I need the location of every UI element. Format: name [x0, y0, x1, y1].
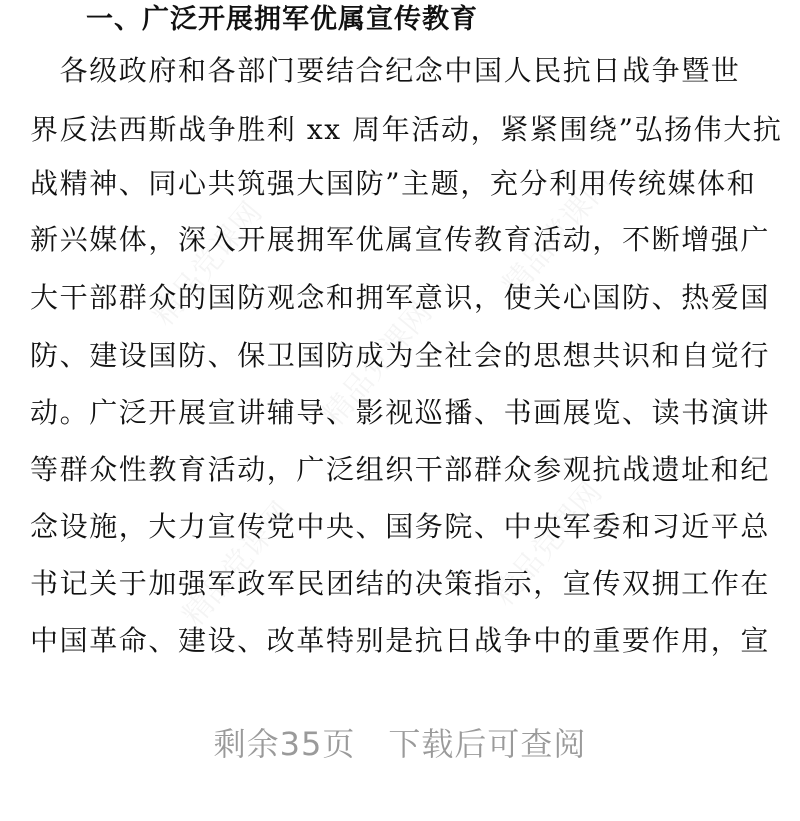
paragraph-line: 中国革命、建设、改革特别是抗日战争中的重要作用，宣	[30, 624, 771, 657]
paragraph-line: 战精神、同心共筑强大国防”主题，充分利用传统媒体和	[30, 167, 757, 200]
paragraph-line: 新兴媒体，深入开展拥军优属宣传教育活动，不断增强广	[30, 223, 771, 256]
paragraph-line: 大干部群众的国防观念和拥军意识，使关心国防、热爱国	[30, 281, 771, 314]
section-heading: 一、广泛开展拥军优属宣传教育	[86, 4, 478, 35]
paragraph-line: 等群众性教育活动，广泛组织干部群众参观抗战遗址和纪	[30, 453, 771, 486]
paragraph-line: 动。广泛开展宣讲辅导、影视巡播、书画展览、读书演讲	[30, 396, 771, 429]
paragraph-line: 书记关于加强军政军民团结的决策指示，宣传双拥工作在	[30, 567, 771, 600]
paragraph-line: 念设施，大力宣传党中央、国务院、中央军委和习近平总	[30, 510, 771, 543]
paragraph-line: 各级政府和各部门要结合纪念中国人民抗日战争暨世	[30, 54, 741, 87]
remaining-pages-notice[interactable]: 剩余35页 下载后可查阅	[213, 725, 587, 763]
paragraph-line: 防、建设国防、保卫国防成为全社会的思想共识和自觉行	[30, 339, 771, 372]
paragraph-line: 界反法西斯战争胜利 xx 周年活动，紧紧围绕”弘扬伟大抗	[30, 113, 783, 146]
